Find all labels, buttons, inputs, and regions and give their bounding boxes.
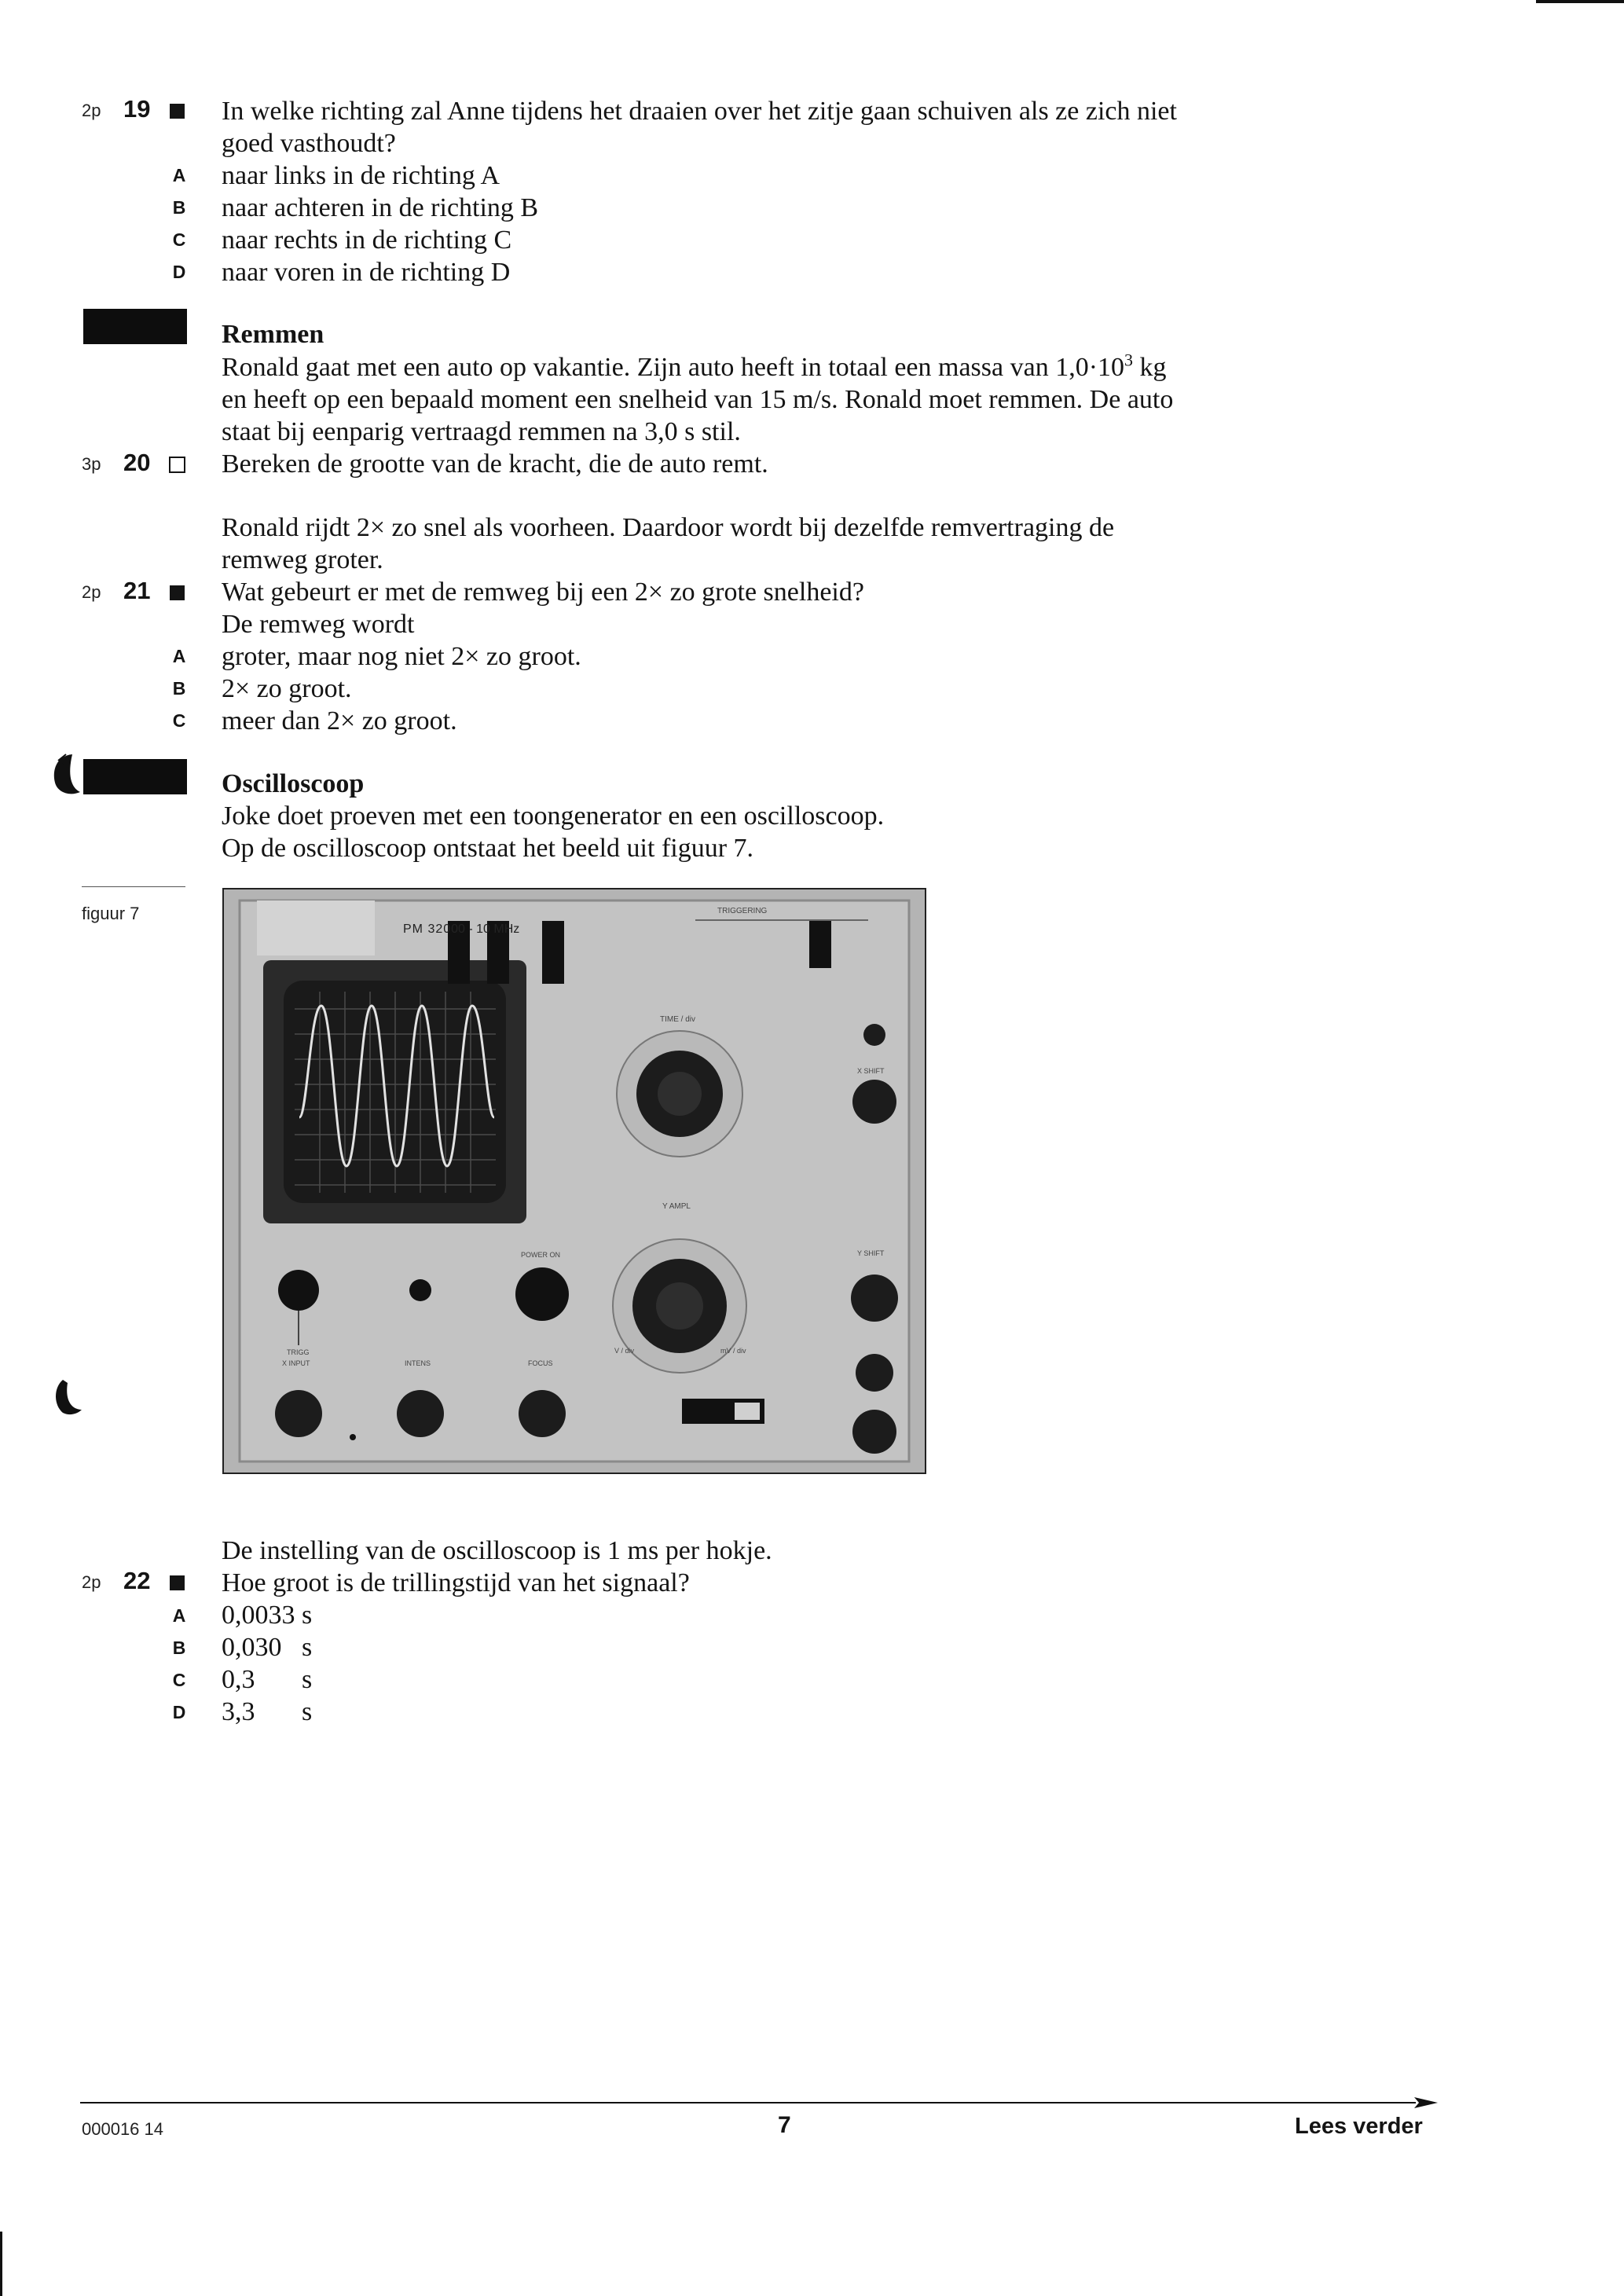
q19-option-letter: C	[172, 229, 186, 250]
oscilloscope-photo	[224, 889, 925, 1473]
remmen-line-2: en heeft op een bepaald moment een snelheid van 15 m/s. Ronald moet remmen. De auto	[222, 385, 1174, 414]
q22-intro: De instelling van de oscilloscoop is 1 ms per hokje.	[222, 1536, 772, 1565]
punch-hole-mark-icon	[46, 1374, 93, 1421]
v-div-label: V / div	[614, 1347, 635, 1355]
q21-stem-line-1: Wat gebeurt er met de remweg bij een 2× zo grote snelheid?	[222, 578, 864, 607]
q19-option-d: naar voren in de richting D	[222, 258, 511, 287]
section-marker-bar	[83, 309, 187, 344]
q19-option-b: naar achteren in de richting B	[222, 193, 539, 222]
mv-div-label: mV / div	[720, 1347, 746, 1355]
q19-option-c: naar rechts in de richting C	[222, 226, 512, 255]
x-shift-label: X SHIFT	[857, 1067, 885, 1075]
q19-option-a: naar links in de richting A	[222, 161, 500, 190]
punch-hole-mark-icon	[46, 748, 97, 800]
q19-option-letter: A	[172, 165, 186, 185]
q22-option-b-unit: s	[302, 1633, 313, 1662]
focus-label: FOCUS	[528, 1359, 553, 1367]
oscilloscoop-line-2: Op de oscilloscoop ontstaat het beeld uit figuur 7.	[222, 834, 754, 863]
y-ampl-label: Y AMPL	[662, 1202, 691, 1211]
q22-option-a-value: 0,0033	[222, 1601, 295, 1630]
page-number: 7	[778, 2112, 791, 2138]
q19-stem-line-2: goed vasthoudt?	[222, 129, 396, 158]
open-question-marker	[169, 457, 185, 473]
oscilloscope-figure	[222, 888, 926, 1474]
q21-number: 21	[123, 577, 151, 604]
q22-option-letter: C	[172, 1670, 186, 1690]
q19-option-letter: D	[172, 262, 186, 282]
q19-option-letter: B	[172, 197, 186, 218]
triggering-label: TRIGGERING	[717, 907, 768, 915]
power-on-label: POWER ON	[521, 1251, 561, 1259]
scan-edge-mark	[1536, 0, 1624, 3]
q21-points: 2p	[82, 582, 101, 602]
footer-exam-code: 000016 14	[82, 2119, 163, 2139]
section-marker-bar	[83, 759, 187, 794]
oscilloscoop-line-1: Joke doet proeven met een toongenerator en een oscilloscoop.	[222, 801, 885, 831]
q22-option-letter: B	[172, 1638, 186, 1658]
q21-option-letter: A	[172, 646, 186, 666]
next-page-label: Lees verder	[1295, 2114, 1423, 2139]
q21-option-c: meer dan 2× zo groot.	[222, 706, 457, 735]
q22-points: 2p	[82, 1572, 101, 1592]
q19-stem-line-1: In welke richting zal Anne tijdens het draaien over het zitje gaan schuiven als ze zich niet	[222, 97, 1177, 126]
time-div-label: TIME / div	[660, 1015, 696, 1024]
q20-points: 3p	[82, 454, 101, 474]
footer-arrow-rule	[80, 2093, 1439, 2109]
section-title-oscilloscoop: Oscilloscoop	[222, 769, 365, 798]
closed-question-marker	[170, 104, 185, 119]
q20-text: Bereken de grootte van de kracht, die de auto remt.	[222, 449, 768, 479]
q21-option-a: groter, maar nog niet 2× zo groot.	[222, 642, 581, 671]
caption-rule	[82, 886, 185, 887]
q22-option-a-unit: s	[302, 1601, 313, 1630]
section-title-remmen: Remmen	[222, 320, 324, 349]
q22-option-d-value: 3,3	[222, 1697, 255, 1726]
q22-option-c-unit: s	[302, 1665, 313, 1694]
intens-label: INTENS	[405, 1359, 431, 1367]
q20-number: 20	[123, 449, 151, 476]
range-label: 0 - 10 MHz	[458, 922, 520, 936]
q22-option-letter: A	[172, 1605, 186, 1626]
q21-option-b: 2× zo groot.	[222, 674, 352, 703]
closed-question-marker	[170, 585, 185, 600]
q21-option-letter: B	[172, 678, 186, 699]
scan-edge-mark	[0, 2232, 2, 2296]
q19-number: 19	[123, 95, 151, 123]
q21-stem-line-2: De remweg wordt	[222, 610, 415, 639]
model-label: PM 3200	[403, 922, 460, 936]
q21-option-letter: C	[172, 710, 186, 731]
remmen-line-1: Ronald gaat met een auto op vakantie. Zijn auto heeft in totaal een massa van $1,0\cdot 10^3$ kg	[222, 350, 1167, 382]
q22-option-c-value: 0,3	[222, 1665, 255, 1694]
y-shift-label: Y SHIFT	[857, 1249, 885, 1257]
trigg-label: TRIGG	[287, 1348, 310, 1356]
q22-option-letter: D	[172, 1702, 186, 1722]
q22-number: 22	[123, 1567, 151, 1594]
q19-points: 2p	[82, 101, 101, 120]
closed-question-marker	[170, 1575, 185, 1590]
remmen-line-3: staat bij eenparig vertraagd remmen na 3,0 s stil.	[222, 417, 741, 446]
q22-option-d-unit: s	[302, 1697, 313, 1726]
q22-option-b-value: 0,030	[222, 1633, 282, 1662]
figure-caption: figuur 7	[82, 904, 140, 923]
x-input-label: X INPUT	[282, 1359, 310, 1367]
q21-intro-line-1: Ronald rijdt 2× zo snel als voorheen. Daardoor wordt bij dezelfde remvertraging de	[222, 513, 1115, 542]
q22-stem: Hoe groot is de trillingstijd van het signaal?	[222, 1568, 690, 1597]
q21-intro-line-2: remweg groter.	[222, 545, 383, 574]
